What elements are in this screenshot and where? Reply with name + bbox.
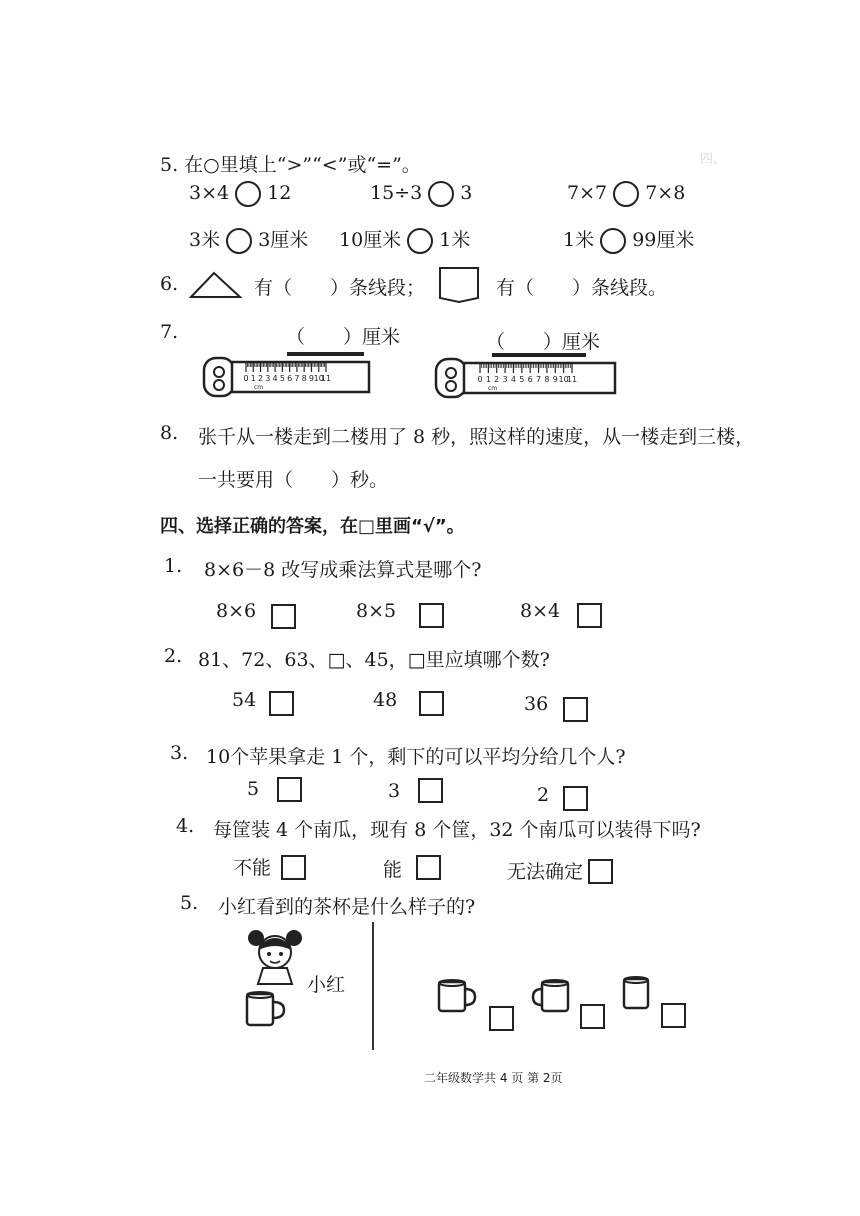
ruler-tick-label: 7: [294, 374, 300, 383]
mc5-checkbox-2[interactable]: [580, 1004, 605, 1029]
mc5-question: 小红看到的茶杯是什么样子的?: [218, 896, 476, 918]
ruler-tick-label: 1: [485, 375, 491, 384]
mc3-number: 3.: [170, 742, 189, 764]
mc4-checkbox-1[interactable]: [281, 855, 306, 880]
q5-item-right: 1米: [439, 229, 471, 251]
ruler-tick-label: 0: [477, 375, 483, 384]
q5-item-right: 99厘米: [632, 229, 695, 251]
mc4-option-2: 能: [383, 859, 403, 881]
ruler-tick-label: 10: [558, 375, 569, 384]
compare-circle[interactable]: [407, 228, 433, 254]
q5-item-right: 7×8: [645, 182, 686, 204]
mc1-option-3: 8×4: [520, 600, 561, 622]
mc3-option-1: 5: [247, 778, 260, 800]
q5-item-3: [567, 181, 685, 207]
ruler-2: [434, 349, 620, 401]
ruler-tick-label: 2: [494, 375, 500, 384]
mc4-option-1: 不能: [233, 857, 272, 879]
compare-circle[interactable]: [613, 181, 639, 207]
q5-item-2: [370, 181, 472, 207]
q5-item-left: 10厘米: [339, 229, 402, 251]
q5-item-left: 15÷3: [370, 182, 423, 204]
mc1-checkbox-2[interactable]: [419, 603, 444, 628]
ruler-unit-mark: cm: [254, 384, 264, 391]
mc3-checkbox-1[interactable]: [277, 777, 302, 802]
q7-answer-1: （ ）厘米: [286, 326, 401, 348]
q5-item-right: 12: [267, 182, 292, 204]
mc3-option-2: 3: [388, 780, 401, 802]
cup-handle-left-icon: [530, 978, 572, 1016]
q5-item-6: [563, 225, 694, 254]
ruler-tick-label: 11: [320, 374, 332, 383]
ruler-tick-label: 1: [250, 374, 256, 383]
ruler-tick-label: 7: [535, 375, 542, 384]
mc4-checkbox-2[interactable]: [416, 855, 441, 880]
cup-no-handle-icon: [622, 975, 652, 1013]
mc3-checkbox-3[interactable]: [563, 786, 588, 811]
mc1-checkbox-3[interactable]: [577, 603, 602, 628]
ruler-tick-label: 5: [279, 374, 285, 383]
pentagon-shape-icon: [438, 266, 480, 304]
mc2-option-1: 54: [232, 689, 257, 711]
q7-number: 7.: [160, 321, 179, 343]
ruler-tick-label: 2: [257, 374, 264, 383]
mc3-question: 10个苹果拿走 1 个，剩下的可以平均分给几个人?: [206, 746, 626, 768]
ruler-tick-label: 5: [519, 375, 525, 384]
ruler-tick-label: 3: [265, 374, 271, 383]
ruler-tick-label: 0: [243, 374, 249, 383]
q5-item-right: 3: [460, 182, 473, 204]
ruler-tick-label: 9: [308, 374, 315, 383]
ruler-tick-label: 4: [510, 375, 517, 384]
ruler-tick-label: 3: [502, 375, 508, 384]
q5-item-1: [189, 181, 291, 207]
mc1-option-1: 8×6: [216, 600, 257, 622]
mc4-question: 每筐装 4 个南瓜，现有 8 个筐，32 个南瓜可以装得下吗?: [213, 819, 701, 841]
mc1-question: 8×6－8 改写成乘法算式是哪个?: [204, 559, 482, 581]
q5-item-left: 3米: [189, 229, 221, 251]
mc2-option-2: 48: [373, 689, 398, 711]
mc4-option-3: 无法确定: [507, 861, 584, 883]
bleed-through-text: 四、: [700, 152, 727, 167]
mc5-checkbox-3[interactable]: [661, 1003, 686, 1028]
ruler-tick-label: 4: [272, 374, 278, 383]
mc1-option-2: 8×5: [356, 600, 397, 622]
ruler-1: [202, 348, 374, 400]
q5-item-left: 7×7: [567, 182, 608, 204]
compare-circle[interactable]: [226, 228, 252, 254]
q7-answer-2: （ ）厘米: [486, 331, 601, 353]
cup-handle-right-icon: [436, 978, 478, 1016]
person-label: 小红: [307, 974, 346, 996]
mc4-number: 4.: [176, 815, 195, 837]
divider-line: [372, 922, 374, 1050]
q8-line-2: 一共要用（ ）秒。: [198, 469, 389, 491]
compare-circle[interactable]: [600, 228, 626, 254]
measured-segment: [287, 352, 364, 356]
q6-text-1: 有（ ）条线段；: [254, 277, 426, 299]
q5-item-left: 1米: [563, 229, 595, 251]
cup-front-icon: [244, 990, 288, 1030]
mc2-question: 81、72、63、□、45，□里应填哪个数?: [198, 649, 550, 671]
ruler-tick-label: 11: [566, 375, 578, 384]
q6-number: 6.: [160, 273, 179, 295]
q5-item-right: 3厘米: [258, 229, 309, 251]
q5-item-4: [189, 225, 308, 254]
mc2-checkbox-3[interactable]: [563, 697, 588, 722]
compare-circle[interactable]: [235, 181, 261, 207]
q8-number: 8.: [160, 422, 179, 444]
mc3-checkbox-2[interactable]: [418, 778, 443, 803]
mc5-number: 5.: [180, 892, 199, 914]
section-4-title: 四、选择正确的答案，在□里画“√”。: [160, 516, 465, 537]
q5-item-left: 3×4: [189, 182, 230, 204]
mc1-checkbox-1[interactable]: [271, 604, 296, 629]
ruler-tick-label: 10: [313, 374, 324, 383]
mc2-checkbox-1[interactable]: [269, 691, 294, 716]
girl-illustration: [244, 924, 306, 986]
page-footer: 二年级数学共 4 页 第 2页: [424, 1071, 563, 1085]
ruler-tick-label: 8: [301, 374, 307, 383]
q8-line-1: 张千从一楼走到二楼用了 8 秒，照这样的速度，从一楼走到三楼，: [198, 426, 755, 448]
ruler-tick-label: 9: [552, 375, 558, 384]
triangle-icon: [188, 270, 244, 300]
ruler-tick-label: 6: [287, 374, 293, 383]
mc4-checkbox-3[interactable]: [588, 859, 613, 884]
mc2-checkbox-2[interactable]: [419, 691, 444, 716]
mc2-option-3: 36: [524, 693, 549, 715]
mc3-option-3: 2: [537, 784, 550, 806]
mc5-checkbox-1[interactable]: [489, 1006, 514, 1031]
ruler-tick-label: 8: [544, 375, 550, 384]
q6-text-2: 有（ ）条线段。: [496, 277, 668, 299]
mc2-number: 2.: [164, 645, 183, 667]
measured-segment: [492, 353, 586, 357]
ruler-tick-label: 6: [527, 375, 533, 384]
q5-item-5: [339, 225, 470, 254]
compare-circle[interactable]: [428, 181, 454, 207]
q5-title: 5. 在○里填上“>”“<”或“=”。: [160, 154, 421, 176]
ruler-unit-mark: cm: [488, 385, 498, 392]
mc1-number: 1.: [164, 555, 183, 577]
